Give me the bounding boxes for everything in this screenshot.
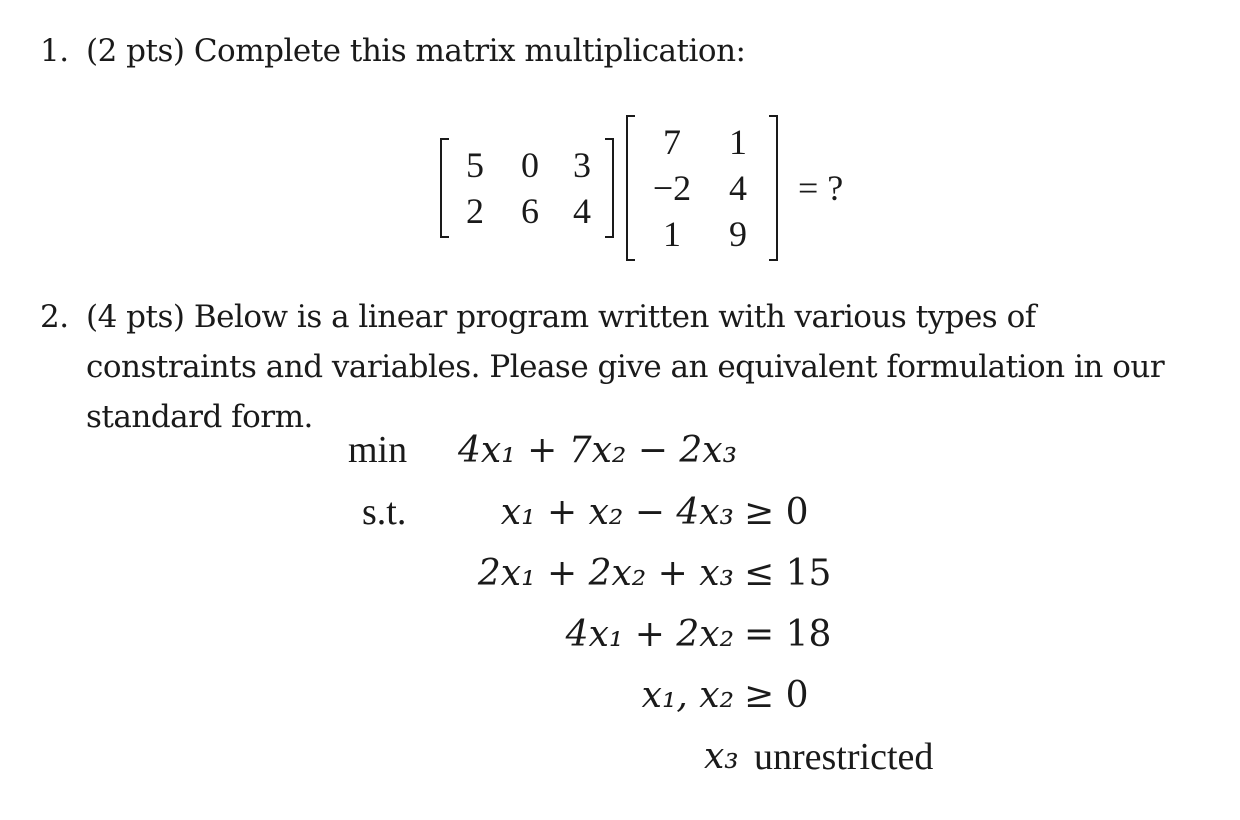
objective-label: min bbox=[348, 429, 408, 471]
problem-1 bbox=[40, 26, 1210, 76]
constraint-rhs: ≥ 0 bbox=[744, 492, 809, 533]
matrix-b-cell: 1 bbox=[729, 122, 747, 162]
matrix-a-cell: 0 bbox=[521, 145, 539, 185]
constraint-lhs: x₁, x₂ bbox=[641, 675, 734, 716]
matrix-a-cell: 6 bbox=[521, 191, 539, 231]
problem-2 bbox=[40, 292, 1210, 442]
matrix-a bbox=[440, 138, 614, 238]
problem-number: 1. bbox=[40, 33, 69, 69]
matrix-b bbox=[626, 115, 778, 261]
unrestricted-variable: x₃ bbox=[704, 736, 739, 777]
constraint-lhs: 4x₁ + 2x₂ bbox=[565, 614, 734, 655]
matrix-a-cell: 2 bbox=[466, 191, 484, 231]
matrix-b-cell: 1 bbox=[663, 214, 681, 254]
constraint-lhs: x₁ + x₂ − 4x₃ bbox=[500, 492, 734, 533]
constraint-rhs: ≤ 15 bbox=[744, 553, 832, 594]
matrix-a-cell: 3 bbox=[573, 145, 591, 185]
matrix-b-cell: 7 bbox=[663, 122, 681, 162]
subject-to-label: s.t. bbox=[362, 491, 407, 533]
matrix-a-cell: 4 bbox=[573, 191, 591, 231]
problem-number: 2. bbox=[40, 299, 69, 335]
matrix-a-cell: 5 bbox=[466, 145, 484, 185]
constraint-lhs: 2x₁ + 2x₂ + x₃ bbox=[477, 553, 734, 594]
matrix-b-cell: −2 bbox=[652, 168, 692, 208]
constraint-rhs: ≥ 0 bbox=[744, 675, 809, 716]
objective-expression: 4x₁ + 7x₂ − 2x₃ bbox=[458, 430, 738, 471]
matrix-equation bbox=[440, 108, 843, 268]
equals-question: = ? bbox=[798, 168, 844, 208]
matrix-b-cell: 9 bbox=[729, 214, 747, 254]
matrix-b-cell: 4 bbox=[729, 168, 747, 208]
problem-statement: (4 pts) Below is a linear program written with various types of constraints and variables. Please give an equivalent formulation in our standard form. bbox=[86, 299, 1165, 435]
constraint-rhs: = 18 bbox=[744, 614, 832, 655]
problem-statement: (2 pts) Complete this matrix multiplication: bbox=[86, 33, 746, 69]
unrestricted-label: unrestricted bbox=[754, 736, 934, 778]
